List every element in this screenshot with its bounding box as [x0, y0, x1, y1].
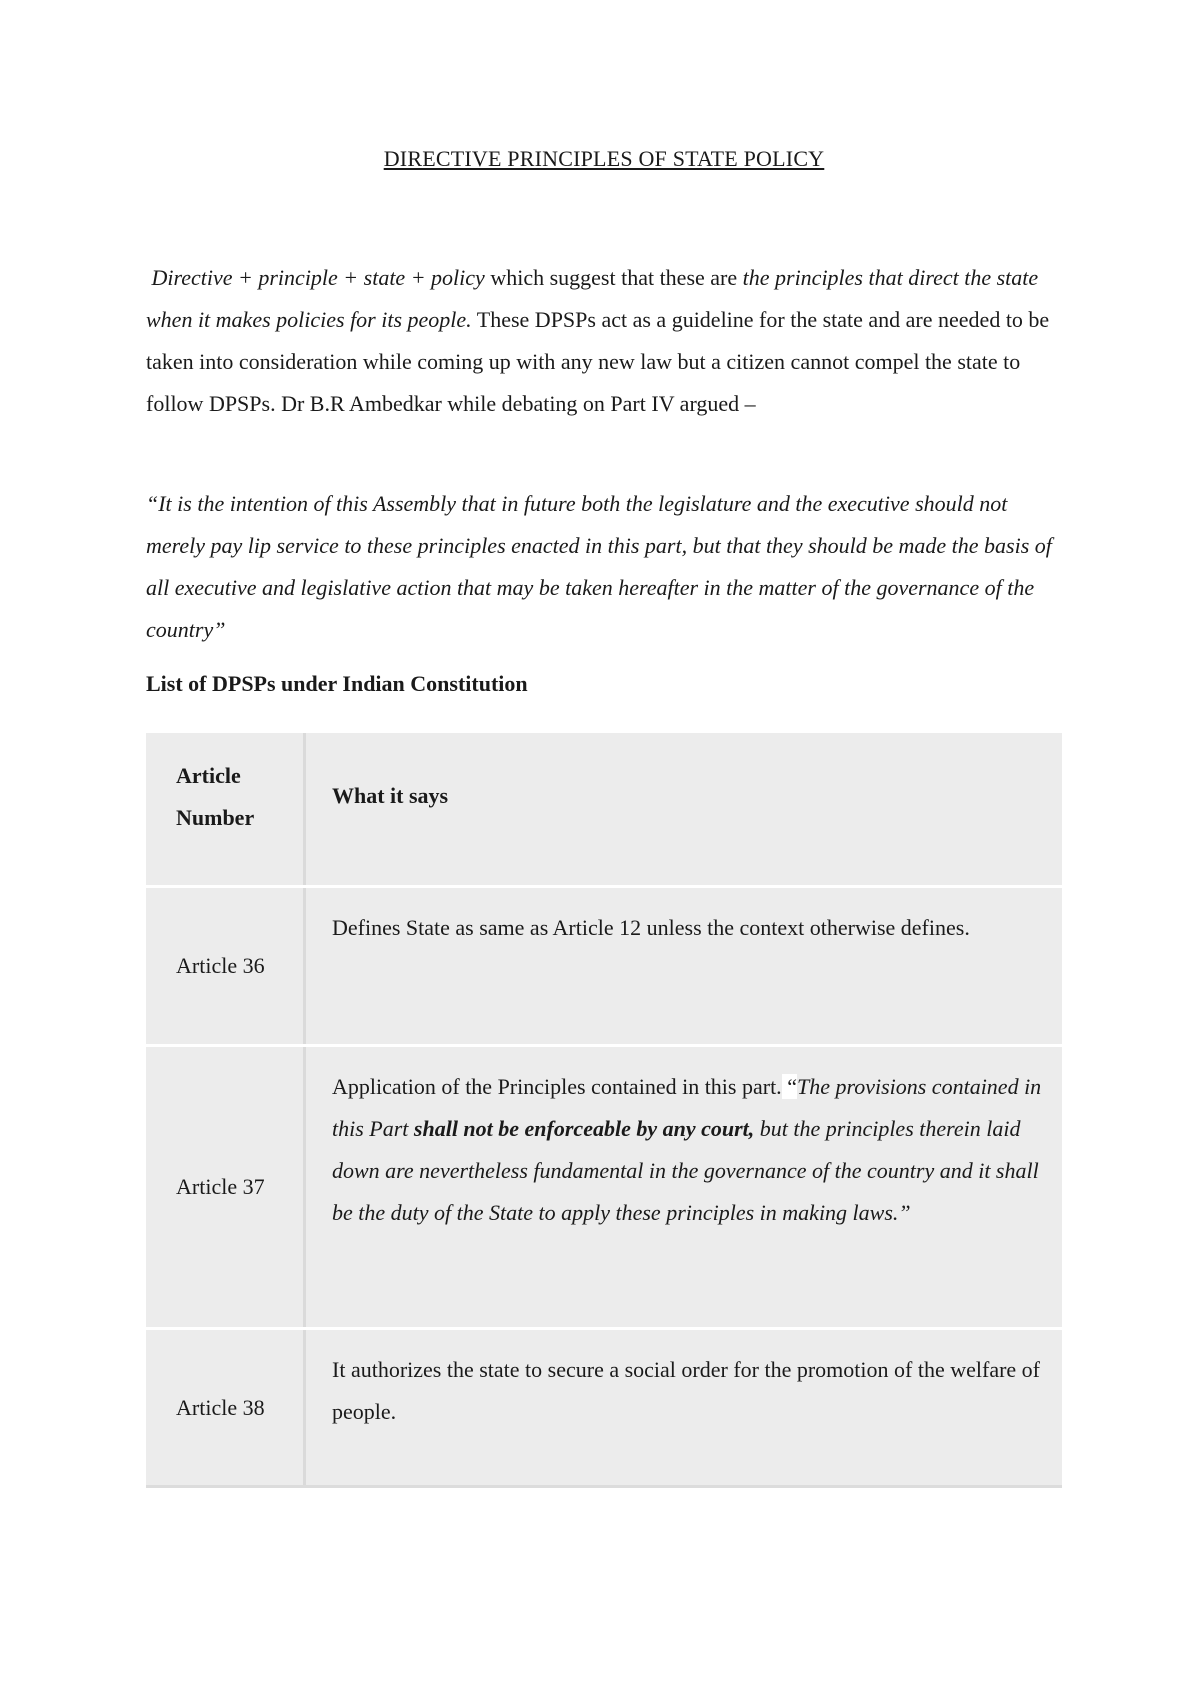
- table-row: [146, 1330, 1062, 1488]
- intro-italic-lead: Directive + principle + state + policy: [151, 265, 485, 290]
- list-heading: List of DPSPs under Indian Constitution: [146, 671, 528, 696]
- table-header-row: [146, 733, 1062, 888]
- article-cell: Article 36: [146, 888, 306, 1044]
- description-cell: [306, 1330, 1062, 1485]
- ambedkar-quote: “It is the intention of this Assembly that in future both the legislature and the executive should not merely pay lip service to these principles enacted in this part, but that they should be made the basis of all executive and legislative action that may be taken hereafter in the matter of the governance of the country”: [146, 491, 1052, 642]
- description-bold-italic: shall not be enforceable by any court,: [413, 1116, 755, 1141]
- intro-text-1: which suggest that these are: [484, 265, 743, 290]
- description-plain: Application of the Principles contained in this part.: [332, 1074, 782, 1099]
- description-text: [332, 1066, 1042, 1234]
- description-cell: [306, 1047, 1062, 1327]
- description-italic-1: The provisions contained in this Part: [332, 1074, 1042, 1141]
- article-cell: Article 37: [146, 1047, 306, 1327]
- header-what-it-says: What it says: [332, 783, 449, 808]
- description-text: It authorizes the state to secure a social order for the promotion of the welfare of people.: [332, 1357, 1040, 1424]
- description-cell: [306, 888, 1062, 1044]
- intro-text-2: These DPSPs act as a guideline for the state and are needed to be taken into consideration while coming up with any new law but a citizen cannot compel the state to follow DPSPs. Dr B.R Ambedkar while debating on Part IV argued –: [146, 307, 1050, 416]
- page-title: DIRECTIVE PRINCIPLES OF STATE POLICY: [383, 146, 825, 171]
- table-row: [146, 1047, 1062, 1330]
- article-cell: Article 38: [146, 1330, 306, 1485]
- intro-paragraph: [146, 257, 1062, 425]
- intro-italic-2: the principles that direct the state when it makes policies for its people.: [146, 265, 1039, 332]
- dpsp-table: [146, 733, 1062, 1488]
- header-article-number: Article Number: [146, 733, 306, 885]
- description-text: Defines State as same as Article 12 unless the context otherwise defines.: [332, 915, 970, 940]
- description-quote-open: “: [781, 1074, 797, 1099]
- table-row: [146, 888, 1062, 1047]
- description-italic-2: but the principles therein laid down are nevertheless fundamental in the governance of the country and it shall be the duty of the State to apply these principles in making laws.”: [332, 1116, 1039, 1225]
